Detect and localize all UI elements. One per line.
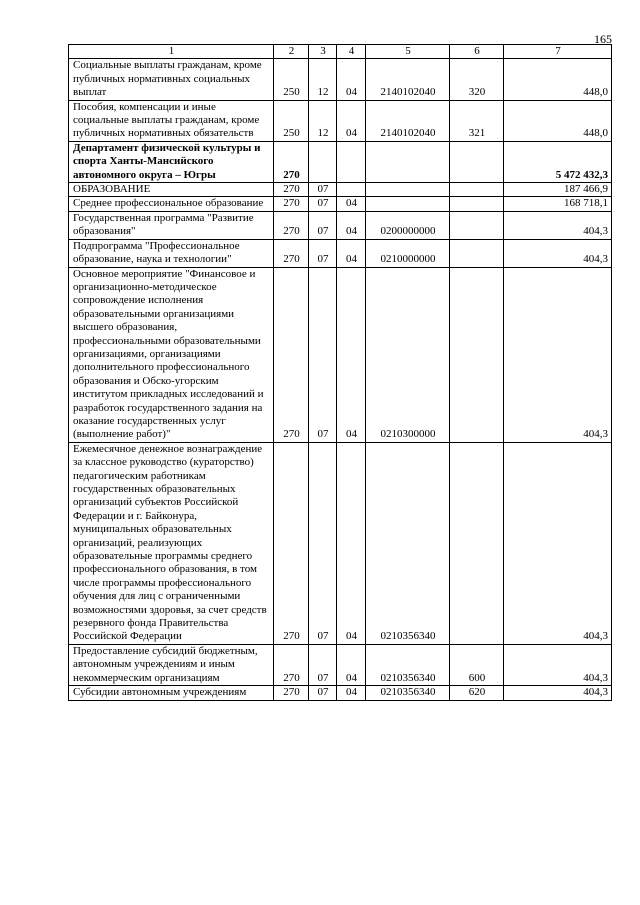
row-name-cell: Среднее профессиональное образование	[69, 197, 274, 211]
row-col-5-cell: 0210356340	[366, 442, 450, 644]
row-col-3-cell: 07	[309, 644, 337, 685]
budget-table	[68, 44, 612, 701]
table-row	[69, 183, 612, 197]
row-col-6-cell	[450, 183, 504, 197]
row-col-6-cell	[450, 267, 504, 442]
row-col-3-cell: 07	[309, 239, 337, 267]
row-col-7-cell: 187 466,9	[504, 183, 612, 197]
row-col-2-cell: 270	[274, 141, 309, 182]
row-col-3-cell: 07	[309, 211, 337, 239]
row-col-6-cell	[450, 442, 504, 644]
row-col-6-cell: 620	[450, 686, 504, 700]
row-col-7-cell: 448,0	[504, 59, 612, 100]
table-row	[69, 239, 612, 267]
row-col-2-cell: 270	[274, 197, 309, 211]
row-col-6-cell: 321	[450, 100, 504, 141]
table-row	[69, 211, 612, 239]
row-name-cell: Социальные выплаты гражданам, кроме публичных нормативных социальных выплат	[69, 59, 274, 100]
row-col-7-cell: 404,3	[504, 442, 612, 644]
row-col-2-cell: 270	[274, 267, 309, 442]
row-col-7-cell: 404,3	[504, 239, 612, 267]
row-col-7-cell: 404,3	[504, 686, 612, 700]
row-col-6-cell	[450, 239, 504, 267]
row-col-4-cell: 04	[337, 644, 366, 685]
page-number: 165	[594, 32, 612, 46]
row-col-3-cell: 07	[309, 183, 337, 197]
row-col-7-cell: 404,3	[504, 211, 612, 239]
row-col-2-cell: 250	[274, 59, 309, 100]
header-col-4: 4	[337, 45, 366, 59]
row-col-5-cell: 0210300000	[366, 267, 450, 442]
row-col-2-cell: 270	[274, 442, 309, 644]
table-row	[69, 141, 612, 182]
row-col-5-cell	[366, 197, 450, 211]
header-col-3: 3	[309, 45, 337, 59]
header-col-1: 1	[69, 45, 274, 59]
row-col-2-cell: 270	[274, 239, 309, 267]
row-col-5-cell: 2140102040	[366, 100, 450, 141]
row-col-5-cell	[366, 141, 450, 182]
row-col-4-cell: 04	[337, 211, 366, 239]
row-col-5-cell: 2140102040	[366, 59, 450, 100]
row-col-3-cell: 12	[309, 59, 337, 100]
row-col-3-cell: 12	[309, 100, 337, 141]
row-col-4-cell: 04	[337, 59, 366, 100]
row-col-2-cell: 270	[274, 686, 309, 700]
row-name-cell: Ежемесячное денежное вознаграждение за классное руководство (кураторство) педагогическим работникам государственных образовательных организаций субъектов Российской Федерации и г. Байконура, муниципальных образовательных организаций, реализующих образовательные программы среднего профессионального образования, в том числе программы профессионального обучения для лиц с ограниченными возможностями здоровья, за счет средств резервного фонда Правительства Российской Федерации	[69, 442, 274, 644]
row-col-4-cell: 04	[337, 442, 366, 644]
row-col-2-cell: 270	[274, 644, 309, 685]
row-name-cell: Субсидии автономным учреждениям	[69, 686, 274, 700]
table-row	[69, 59, 612, 100]
header-col-7: 7	[504, 45, 612, 59]
row-col-7-cell: 448,0	[504, 100, 612, 141]
row-col-3-cell	[309, 141, 337, 182]
row-col-6-cell	[450, 141, 504, 182]
row-col-7-cell: 404,3	[504, 267, 612, 442]
table-row	[69, 644, 612, 685]
row-col-2-cell: 270	[274, 183, 309, 197]
row-col-6-cell	[450, 211, 504, 239]
row-col-4-cell: 04	[337, 197, 366, 211]
row-col-4-cell: 04	[337, 100, 366, 141]
row-col-7-cell: 168 718,1	[504, 197, 612, 211]
table-row	[69, 442, 612, 644]
row-name-cell: ОБРАЗОВАНИЕ	[69, 183, 274, 197]
row-col-7-cell: 404,3	[504, 644, 612, 685]
row-col-5-cell: 0210000000	[366, 239, 450, 267]
row-name-cell: Департамент физической культуры и спорта Ханты-Мансийского автономного округа – Югры	[69, 141, 274, 182]
row-name-cell: Пособия, компенсации и иные социальные выплаты гражданам, кроме публичных нормативных обязательств	[69, 100, 274, 141]
header-col-6: 6	[450, 45, 504, 59]
row-col-5-cell: 0210356340	[366, 686, 450, 700]
header-col-5: 5	[366, 45, 450, 59]
table-row	[69, 100, 612, 141]
row-col-3-cell: 07	[309, 267, 337, 442]
row-col-5-cell: 0200000000	[366, 211, 450, 239]
table-row	[69, 197, 612, 211]
row-col-2-cell: 250	[274, 100, 309, 141]
row-col-5-cell: 0210356340	[366, 644, 450, 685]
row-col-4-cell: 04	[337, 267, 366, 442]
row-name-cell: Основное мероприятие "Финансовое и организационно-методическое сопровождение исполнения образовательными организациями высшего образования, профессиональными образовательными организациями, организациями дополнительного профессионального образования и Обско-угорским институтом прикладных исследований и разработок государственного задания на оказание государственных услуг (выполнение работ)"	[69, 267, 274, 442]
row-col-3-cell: 07	[309, 442, 337, 644]
row-col-6-cell	[450, 197, 504, 211]
row-col-7-cell: 5 472 432,3	[504, 141, 612, 182]
row-name-cell: Подпрограмма "Профессиональное образование, наука и технологии"	[69, 239, 274, 267]
row-col-3-cell: 07	[309, 197, 337, 211]
row-name-cell: Предоставление субсидий бюджетным, автономным учреждениям и иным некоммерческим организациям	[69, 644, 274, 685]
row-col-2-cell: 270	[274, 211, 309, 239]
row-col-4-cell: 04	[337, 686, 366, 700]
row-col-4-cell	[337, 183, 366, 197]
row-col-3-cell: 07	[309, 686, 337, 700]
row-col-6-cell: 320	[450, 59, 504, 100]
row-col-4-cell	[337, 141, 366, 182]
row-name-cell: Государственная программа "Развитие образования"	[69, 211, 274, 239]
table-row	[69, 686, 612, 700]
header-col-2: 2	[274, 45, 309, 59]
row-col-4-cell: 04	[337, 239, 366, 267]
row-col-5-cell	[366, 183, 450, 197]
table-body	[69, 59, 612, 700]
header-row	[69, 45, 612, 59]
table-row	[69, 267, 612, 442]
row-col-6-cell: 600	[450, 644, 504, 685]
